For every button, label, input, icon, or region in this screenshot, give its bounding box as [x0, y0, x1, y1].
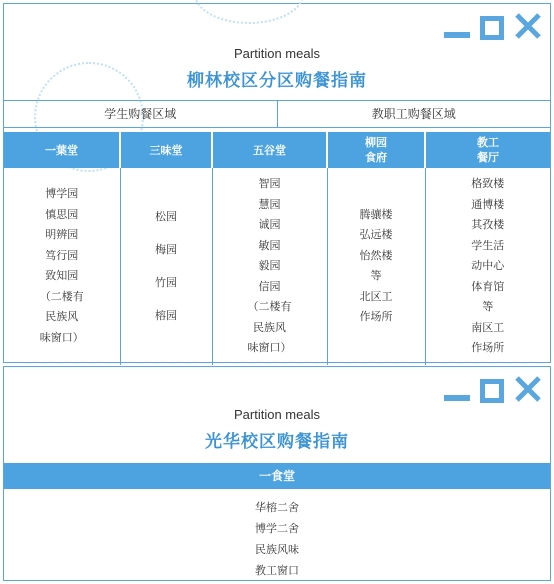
decorative-circle-top — [194, 0, 304, 24]
list-item: 作场所 — [359, 310, 393, 324]
list-item: 味窗口） — [247, 341, 292, 354]
entry-list — [215, 174, 325, 359]
list-item: 民族风 — [253, 320, 286, 334]
column-header — [327, 132, 425, 168]
list-item: 民族风味 — [255, 543, 299, 556]
list-item: 学生活 — [471, 238, 505, 252]
column-header-label: 一葉堂 — [45, 143, 78, 157]
list-item: 明辨园 — [45, 228, 79, 242]
list-item: 等 — [370, 269, 382, 283]
column-cell — [327, 168, 425, 365]
list-item: 竹园 — [155, 276, 177, 290]
canteen-header: 一食堂 — [4, 463, 550, 489]
tab-student-area[interactable]: 学生购餐区域 — [104, 107, 177, 121]
entry-list — [330, 205, 423, 328]
list-item: 信园 — [258, 279, 281, 293]
minimize-icon[interactable] — [444, 32, 470, 38]
maximize-icon[interactable] — [480, 379, 504, 403]
list-item: 等 — [482, 300, 494, 313]
window-controls — [444, 12, 542, 40]
column-header — [425, 132, 550, 168]
list-item: 弘远楼 — [359, 228, 393, 242]
list-item: 教工窗口 — [255, 564, 299, 577]
list-item: 作场所 — [471, 341, 505, 354]
subtitle: Partition meals — [234, 407, 320, 422]
subtitle: Partition meals — [234, 46, 320, 61]
list-item: 慧园 — [258, 197, 281, 211]
column-cell — [425, 168, 550, 365]
column-header — [4, 132, 120, 168]
list-item: 味窗口） — [39, 330, 84, 344]
list-item: 格致楼 — [471, 177, 505, 190]
liulin-campus-panel — [3, 3, 551, 363]
close-icon[interactable] — [514, 375, 542, 403]
list-item: 北区工 — [359, 289, 393, 303]
list-item: 博学园 — [45, 187, 79, 201]
guanghua-campus-panel — [3, 366, 551, 581]
list-item: 诚园 — [258, 218, 281, 231]
column-cell — [4, 168, 120, 365]
list-item: 动中心 — [471, 259, 505, 272]
column-header — [120, 132, 212, 168]
list-item: 博学二舍 — [255, 522, 299, 535]
window-controls — [444, 375, 542, 403]
close-icon[interactable] — [514, 12, 542, 40]
list-item: 腾骧楼 — [359, 207, 393, 221]
list-item: 其孜楼 — [471, 218, 505, 231]
page-title: 柳林校区分区购餐指南 — [187, 71, 367, 91]
list-item: （二楼有 — [39, 289, 84, 303]
column-header-label: 柳园 食府 — [365, 136, 387, 164]
minimize-icon[interactable] — [444, 395, 470, 401]
column-cell — [120, 168, 212, 365]
list-item: 榕园 — [155, 309, 177, 323]
list-item: 体育馆 — [471, 279, 505, 293]
tab-bar — [4, 100, 550, 128]
list-item: 笃行园 — [45, 248, 79, 262]
list-item: 通博楼 — [471, 197, 505, 211]
column-cell — [212, 168, 327, 365]
entry-list — [123, 200, 210, 332]
list-item: （二楼有 — [247, 300, 292, 313]
entry-list — [4, 497, 550, 581]
entry-list — [6, 184, 118, 348]
column-header-label: 三味堂 — [149, 143, 183, 157]
list-item: 智园 — [258, 177, 281, 190]
list-item: 松园 — [155, 210, 177, 224]
list-item: 华榕二舍 — [255, 501, 299, 514]
entry-list — [428, 174, 549, 359]
column-header — [212, 132, 327, 168]
maximize-icon[interactable] — [480, 16, 504, 40]
column-header-label: 五谷堂 — [253, 143, 286, 157]
list-item: 敏园 — [258, 238, 281, 252]
list-item: 致知园 — [45, 269, 79, 283]
list-item: 怡然楼 — [359, 248, 393, 262]
page-title: 光华校区购餐指南 — [205, 432, 349, 452]
list-item: 民族风 — [45, 310, 79, 324]
column-header-label: 教工 餐厅 — [477, 136, 499, 164]
list-item: 慎思园 — [45, 207, 79, 221]
canteen-table — [4, 132, 550, 365]
list-item: 南区工 — [471, 320, 505, 334]
tab-staff-area[interactable]: 教职工购餐区域 — [277, 101, 551, 127]
list-item: 毅园 — [258, 259, 281, 272]
list-item: 梅园 — [155, 243, 177, 257]
